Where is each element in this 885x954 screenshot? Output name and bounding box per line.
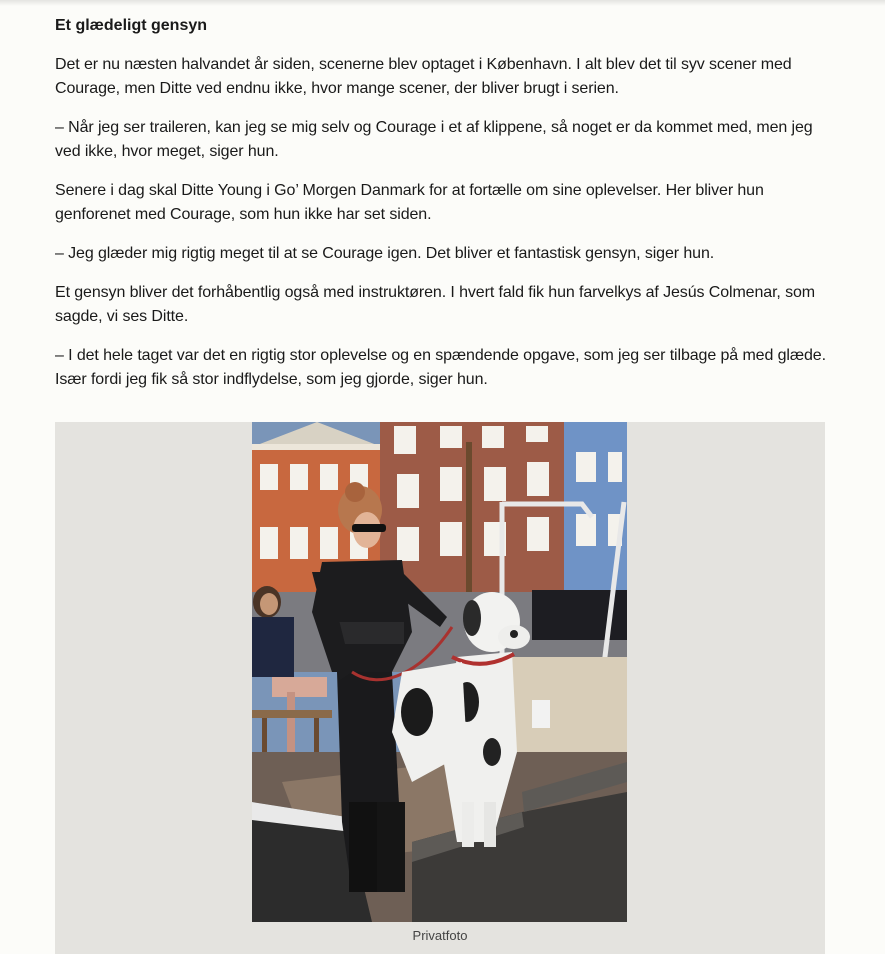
article-figure	[55, 422, 825, 954]
photo-woman-with-great-dane	[252, 422, 627, 922]
article-body	[55, 14, 830, 407]
section-heading: Et glædeligt gensyn	[55, 17, 208, 34]
paragraph-2: – Når jeg ser traileren, kan jeg se mig selv og Courage i et af klippene, så noget er da kommet med, men jeg ved ikke, hvor meget, siger hun.	[55, 119, 813, 160]
photo-caption: Privatfoto	[412, 928, 468, 943]
paragraph-5: Et gensyn bliver det forhåbentlig også med instruktøren. I hvert fald fik hun farvelkys af Jesús Colmenar, som sagde, vi ses Ditte.	[55, 284, 816, 325]
paragraph-1: Det er nu næsten halvandet år siden, scenerne blev optaget i København. I alt blev det til syv scener med Courage, men Ditte ved endnu ikke, hvor mange scener, der bliver brugt i serien.	[55, 56, 792, 97]
top-shadow	[0, 0, 885, 6]
paragraph-3: Senere i dag skal Ditte Young i Go’ Morgen Danmark for at fortælle om sine oplevelser. Her bliver hun genforenet med Courage, som hun ikke har set siden.	[55, 182, 764, 223]
paragraph-6: – I det hele taget var det en rigtig stor oplevelse og en spændende opgave, som jeg ser tilbage på med glæde. Især fordi jeg fik så stor indflydelse, som jeg gjorde, siger hun.	[55, 347, 826, 388]
paragraph-4: – Jeg glæder mig rigtig meget til at se Courage igen. Det bliver et fantastisk gensyn, siger hun.	[55, 245, 715, 262]
